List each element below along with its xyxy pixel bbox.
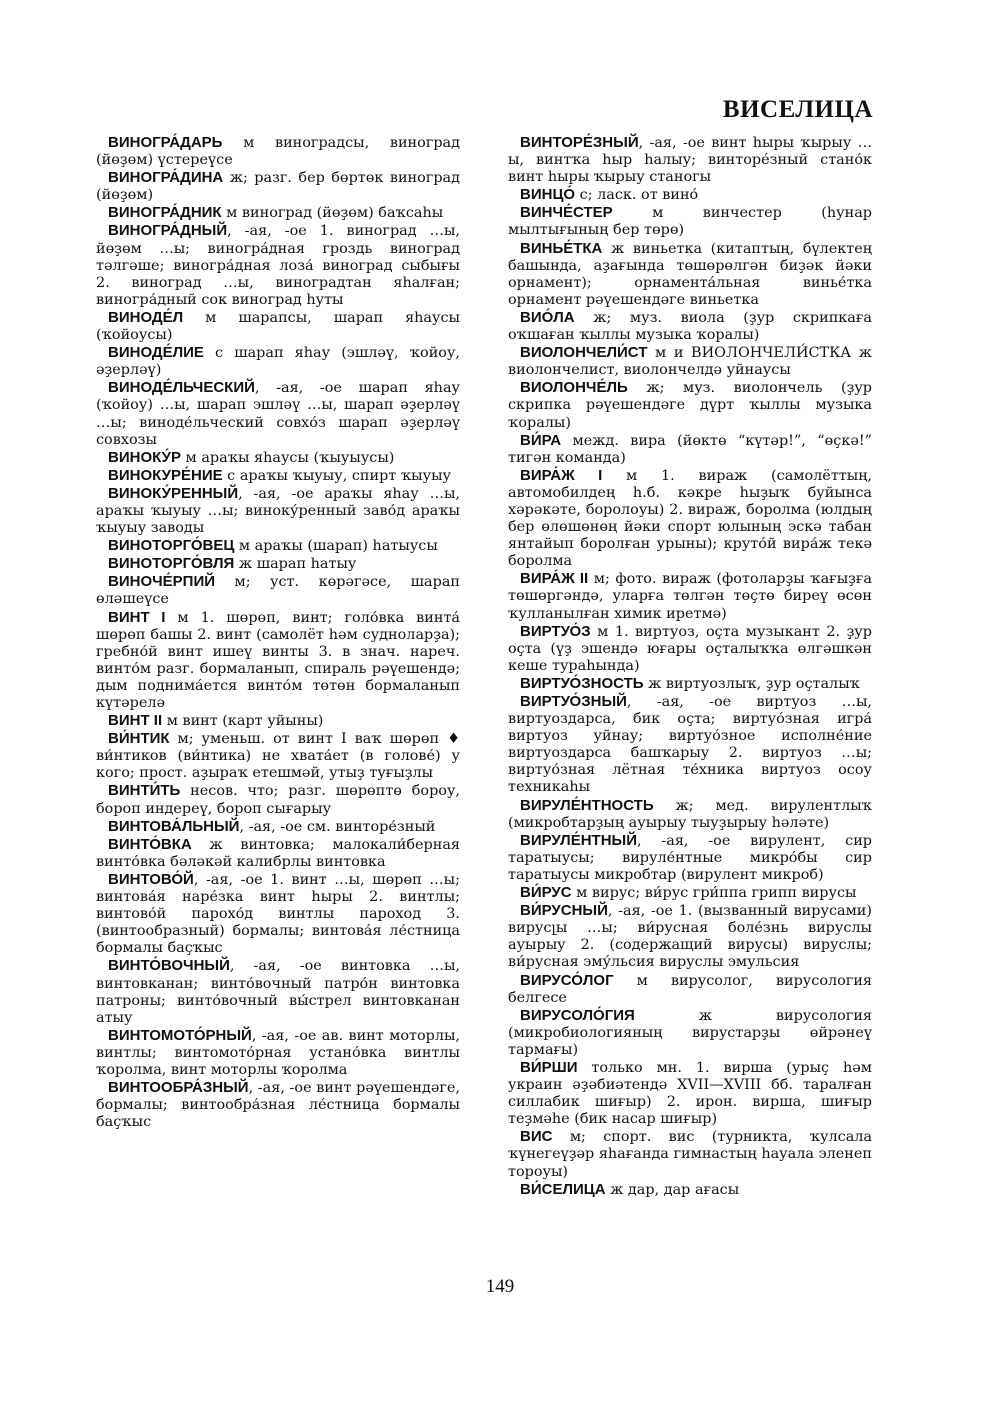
headword: ВИНОГРА́ДИНА [108,169,224,187]
headword: ВИ́РШИ [520,1058,578,1076]
dictionary-entry: ВИС м; спорт. вис (турникта, ҡулсала ҡүнегеүҙәр яһағанда гимнастың һауала эленеп тороуы) [508,1128,872,1180]
dictionary-entry: ВИ́СЕЛИЦА ж дар, дар ағасы [520,1180,740,1198]
dictionary-entry: ВИНЦО́ с; ласк. от вино́ [520,186,699,204]
dictionary-entry: ВИРТУО́З м 1. виртуоз, оҫта музыкант 2. ҙур оҫта (үҙ эшендә юғары оҫталыҡҡа өлгәшкән кеше тураһында) [508,622,872,674]
headword: ВИРА́Ж I [520,466,603,484]
dictionary-entry: ВИО́ЛА ж; муз. виола (ҙур скрипкаға оҡшаған ҡыллы музыка ҡоралы) [508,308,872,344]
dictionary-entry: ВИНОГРА́ДИНА ж; разг. бер бөртөк виноград (йөҙөм) [96,169,460,204]
dictionary-entry: ВИНТОРЕ́ЗНЫЙ, -ая, -ое винт һыры ҡырыу …ы, винтҡа һыр һалыу; винторе́зный стано́к винт һыры ҡырыу станогы [508,134,872,186]
dictionary-entry: ВИНТООБРА́ЗНЫЙ, -ая, -ое винт рәүешендәге, бормалы; винтообра́зная ле́стница бормалы баҫҡыс [96,1079,460,1131]
dictionary-entry: ВИРА́Ж II м; фото. вираж (фотоларҙы ҡағыҙға төшөргәндә, уларға төлгән төҫтө биреү өсөн ҡулланылған химик иретмә) [508,570,872,622]
dictionary-entry: ВИНЬЕ́ТКА ж виньетка (китаптың, бүлектең башында, аҙағында төшөрөлгән биҙәк йәки орнамент); орнамента́льная винье́тка орнамент рәүешендәге виньетка [508,239,872,308]
dictionary-entry: ВИНТ I м 1. шөрөп, винт; голо́вка винта́ шөрөп башы 2. винт (самолёт һәм судноларҙа); гребно́й винт ишеү винты 3. в знач. нареч. винто́м разг. бормаланып, спираль рәүешендә; дым поднима́ется винто́м төтөн бормаланып күтәрелә [96,608,460,711]
dictionary-entry: ВИРУЛЕ́НТНЫЙ, -ая, -ое вирулент, сир таратыусы; вируле́нтные микро́бы сир таратыусы микробтар (вирулент микроб) [508,831,872,883]
headword: ВИОЛОНЧЕ́ЛЬ [520,379,628,397]
headword: ВИРУСО́ЛОГ [520,971,614,989]
headword: ВИНЦО́ [520,186,576,204]
dictionary-entry: ВИОЛОНЧЕ́ЛЬ ж; муз. виолончель (ҙур скрипка рәүешендәге дүрт ҡыллы музыка ҡоралы) [508,379,872,431]
headword: ВИНТОВО́Й [108,870,194,888]
dictionary-entry: ВИНОКУ́РЕННЫЙ, -ая, -ое араҡы яһау …ы, араҡы ҡыуыу …ы; виноку́ренный заво́д араҡы ҡыуыу заводы [96,484,460,537]
headword: ВИНТ II [108,712,163,730]
headword: ВИНОКУ́РЕННЫЙ [108,484,239,502]
dictionary-entry: ВИНТО́ВОЧНЫЙ, -ая, -ое винтовка …ы, винтовканан; винто́вочный патро́н винтовка патроны; винто́вочный вы́стрел винтовканан атыу [96,957,460,1026]
dictionary-entry: ВИ́РУС м вирус; ви́рус гри́ппа грипп вирусы [520,884,857,902]
headword: ВИНЬЕ́ТКА [520,239,603,257]
dictionary-entry: ВИНТОВА́ЛЬНЫЙ, -ая, -ое см. винторе́зный [108,817,436,835]
headword: ВИНОКУ́Р [108,448,181,466]
dictionary-entry: ВИОЛОНЧЕЛИ́СТ м и ВИОЛОНЧЕЛИ́СТКА ж виолончелист, виолончелдә уйнаусы [508,344,872,379]
dictionary-entry: ВИНТО́ВКА ж винтовка; малокали́берная винто́вка бәләкәй калибрлы винтовка [96,835,460,870]
headword: ВИНТО́ВКА [108,835,192,853]
headword: ВИНТОМОТО́РНЫЙ [108,1026,252,1044]
dictionary-entry: ВИ́РУСНЫЙ, -ая, -ое 1. (вызванный вирусами) вирусլы …ы; ви́русная боле́знь вируслы ауырыу 2. (содержащий вирусы) вируслы; ви́русная эму́льсия вируслы эмульсия [508,902,872,971]
headword: ВИО́ЛА [520,308,575,326]
headword: ВИНОТОРГО́ВЛЯ [108,555,235,573]
headword: ВИРТУО́ЗНЫЙ [520,693,627,710]
headword: ВИНТ I [108,608,166,626]
headword: ВИ́РУСНЫЙ [520,902,608,920]
headword: ВИНТООБРА́ЗНЫЙ [108,1079,249,1097]
dictionary-entry: ВИНОКУ́Р м араҡы яһаусы (ҡыуыусы) [108,448,395,466]
dictionary-entry: ВИРУСОЛО́ГИЯ ж вирусология (микробиологияның вирустарҙы өйрәнеү тармағы) [508,1006,872,1058]
dictionary-entry: ВИНОТОРГО́ВЛЯ ж шарап һатыу [108,555,357,573]
dictionary-entry: ВИРТУО́ЗНОСТЬ ж виртуозлыҡ, ҙур оҫталыҡ [520,674,860,692]
headword: ВИРТУО́З [520,622,591,640]
dictionary-entry: ВИ́РА межд. вира (йөктө “күтәр!”, “өҫкә!” тигән команда) [508,431,872,466]
headword: ВИНЧЕ́СТЕР [520,204,613,222]
headword: ВИ́СЕЛИЦА [520,1180,606,1198]
headword: ВИНТОВА́ЛЬНЫЙ [108,817,240,835]
dictionary-entry: ВИНТ II м винт (карт уйыны) [108,712,324,730]
headword: ВИС [520,1128,553,1146]
headword: ВИНОГРА́ДНИК [108,204,222,222]
dictionary-entry: ВИ́НТИК м; уменьш. от винт I ваҡ шөрөп ♦ ви́нтиков (ви́нтика) не хвата́ет (в голове́) у кого; прост. аҙыраҡ етешмәй, утыҙ туғыҙлы [96,730,460,782]
dictionary-entry: ВИНОГРА́ДАРЬ м виноградсы, виноград (йөҙөм) үстереүсе [96,134,460,169]
dictionary-entry: ВИНОДЕ́ЛИЕ с шарап яһау (эшләү, ҡойоу, әҙерләү) [96,344,460,379]
left-column [96,134,460,1131]
headword: ВИ́РУС [520,884,572,902]
dictionary-entry: ВИНОКУРЕ́НИЕ с араҡы ҡыуыу, спирт ҡыуыу [108,466,451,484]
headword: ВИРУЛЕ́НТНЫЙ [520,831,638,849]
headword: ВИРТУО́ЗНОСТЬ [520,674,644,692]
headword: ВИ́РА [520,431,562,449]
dictionary-entry: ВИНОГРА́ДНЫЙ, -ая, -ое 1. виноград …ы, йөҙөм …ы; виногра́дная гроздь виноград тәлгәше; виногра́дная лоза́ виноград сыбығы 2. виноград …ы, виноградтан яһалған; виногра́дный сок виноград һуты [96,222,460,308]
dictionary-entry: ВИНОТОРГО́ВЕЦ м араҡы (шарап) һатыусы [108,537,438,555]
dictionary-entry: ВИНЧЕ́СТЕР м винчестер (һунар мылтығының бер төрө) [508,204,872,239]
page-number: 149 [485,1276,515,1297]
headword: ВИНОДЕ́Л [108,308,184,326]
right-column [508,134,872,1199]
dictionary-entry: ВИНТОВО́Й, -ая, -ое 1. винт …ы, шөрөп …ы; винтова́я наре́зка винт һыры 2. винтлы; винтово́й парохо́д винтлы пароход 3. (винтообразный) бормалы; винтова́я ле́стница бормалы баҫҡыс [96,870,460,957]
dictionary-entry: ВИРУЛЕ́НТНОСТЬ ж; мед. вирулентлыҡ (микробтарҙың ауырыу тыуҙырыу һәләте) [508,796,872,831]
dictionary-entry: ВИНОГРА́ДНИК м виноград (йөҙөм) баҡсаһы [108,204,444,222]
dictionary-entry: ВИ́РШИ только мн. 1. вирша (урыҫ һәм украин әҙәбиәтендә XVII—XVIII бб. таралған силлабик шиғыр) 2. ирон. вирша, шиғыр теҙмәһе (бик насар шиғыр) [508,1058,872,1128]
dictionary-entry: ВИРУСО́ЛОГ м вирусолог, вирусология белгесе [508,971,872,1006]
dictionary-entry: ВИНОДЕ́ЛЬЧЕСКИЙ, -ая, -ое шарап яһау (ҡойоу) …ы, шарап эшләү …ы, шарап әҙерләү …ы; виноде́льческий совхо́з шарап әҙерләү совхозы [96,379,460,448]
headword: ВИНТО́ВОЧНЫЙ [108,957,230,975]
headword: ВИНТОРЕ́ЗНЫЙ [520,134,639,151]
headword: ВИНОТОРГО́ВЕЦ [108,537,235,555]
headword: ВИНОГРА́ДАРЬ [108,134,223,151]
headword: ВИНОКУРЕ́НИЕ [108,466,223,484]
dictionary-entry: ВИНОЧЕ́РПИЙ м; уст. көрәгәсе, шарап өләшеүсе [96,573,460,608]
headword: ВИРУЛЕ́НТНОСТЬ [520,796,654,814]
headword: ВИНОГРА́ДНЫЙ [108,222,228,240]
headword: ВИНОДЕ́ЛИЕ [108,344,204,362]
headword: ВИРУСОЛО́ГИЯ [520,1006,635,1024]
headword: ВИ́НТИК [108,730,170,748]
headword: ВИНОЧЕ́РПИЙ [108,573,216,591]
headword: ВИНТИ́ТЬ [108,782,181,800]
dictionary-entry: ВИРА́Ж I м 1. вираж (самолёттың, автомобилдең һ.б. кәкре һыҙыҡ буйынса хәрәкәте, боролоуы) 2. вираж, боролма (юлдың бер өлөшөнөң йәки спорт юлының эскә табан янтайып боролған урыны); круто́й вира́ж текә боролма [508,466,873,570]
dictionary-entry: ВИНОДЕ́Л м шарапсы, шарап яһаусы (ҡойоусы) [96,308,460,344]
headword: ВИНОДЕ́ЛЬЧЕСКИЙ [108,379,255,397]
dictionary-entry: ВИНТИ́ТЬ несов. что; разг. шөрөптө бороу, бороп индереү, бороп сығарыу [96,782,460,817]
headword: ВИОЛОНЧЕЛИ́СТ [520,344,648,362]
running-head: ВИСЕЛИЦА [722,96,873,123]
dictionary-entry: ВИРТУО́ЗНЫЙ, -ая, -ое виртуоз …ы, виртуоздарса, бик оҫта; виртуо́зная игра́ виртуоз уйнау; виртуо́зное исполне́ние виртуоздарса башҡарыу 2. виртуоз …ы; виртуо́зная лётная те́хника виртуоз осоу техникаһы [508,693,872,796]
headword: ВИРА́Ж II [520,570,589,588]
dictionary-entry: ВИНТОМОТО́РНЫЙ, -ая, -ое ав. винт моторлы, винтлы; винтомото́рная устано́вка винтлы ҡоролма, винт моторлы ҡоролма [96,1026,460,1078]
